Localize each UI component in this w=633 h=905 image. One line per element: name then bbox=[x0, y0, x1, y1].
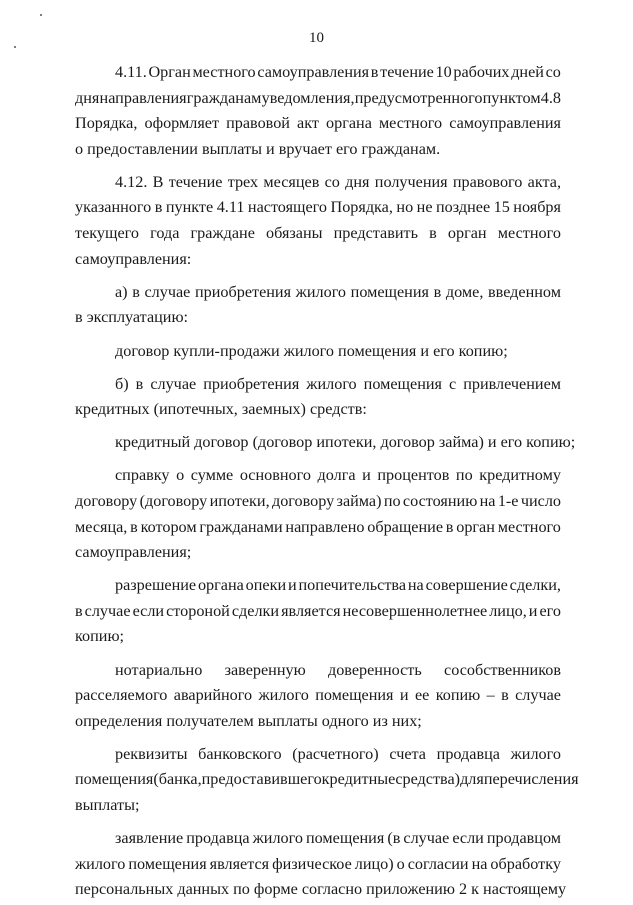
page-number: 10 bbox=[309, 30, 324, 46]
text-line: самоуправления: bbox=[75, 249, 192, 268]
text-line: выплаты; bbox=[75, 796, 140, 815]
text-line: договор купли-продажи жилого помещения и его копию; bbox=[115, 341, 508, 360]
text-line: Порядка, оформляет правовой акт органа местного самоуправления bbox=[75, 114, 561, 133]
paragraph bbox=[75, 280, 561, 331]
text-line: персональных данных по форме согласно приложению 2 к настоящему bbox=[75, 880, 567, 899]
text-line: самоуправления; bbox=[75, 543, 192, 562]
paragraph bbox=[75, 742, 579, 819]
text-line: б) в случае приобретения жилого помещения с привлечением bbox=[115, 374, 561, 393]
text-line: а) в случае приобретения жилого помещения в доме, введенном bbox=[115, 282, 561, 301]
text-line: нотариально заверенную доверенность сособственников bbox=[115, 660, 561, 679]
text-line: 4.11. Орган местного самоуправления в течение 10 рабочих дней со bbox=[115, 63, 561, 81]
text-line: расселяемого аварийного жилого помещения и ее копию – в случае bbox=[75, 686, 561, 705]
text-line: текущего года граждане обязаны представить в орган местного bbox=[75, 224, 561, 243]
text-line: в эксплуатацию: bbox=[75, 308, 189, 327]
scan-speck bbox=[40, 14, 42, 16]
paragraph bbox=[75, 573, 561, 650]
text-line: определения получателем выплаты одного из них; bbox=[75, 711, 422, 730]
text-line: о предоставлении выплаты и вручает его гражданам. bbox=[75, 139, 441, 158]
text-line: дня направления гражданам уведомления, предусмотренного пунктом 4.8 bbox=[75, 88, 561, 107]
text-line: кредитный договор (договор ипотеки, договор займа) и его копию; bbox=[115, 433, 576, 452]
paragraph bbox=[75, 339, 561, 365]
paragraph bbox=[75, 463, 561, 565]
text-line: в случае если стороной сделки является несовершеннолетнее лицо, и его bbox=[75, 601, 561, 620]
text-line: заявление продавца жилого помещения (в случае если продавцом bbox=[115, 829, 561, 848]
text-line: реквизиты банковского (расчетного) счета продавца жилого bbox=[115, 744, 561, 763]
paragraph bbox=[75, 60, 561, 162]
text-line: 4.12. В течение трех месяцев со дня получения правового акта, bbox=[115, 172, 561, 191]
paragraph bbox=[75, 170, 561, 272]
paragraph bbox=[75, 658, 561, 735]
text-line: разрешение органа опеки и попечительства на совершение сделки, bbox=[115, 576, 561, 595]
text-line: копию; bbox=[75, 627, 125, 646]
text-line: жилого помещения является физическое лицо) о согласии на обработку bbox=[75, 854, 561, 873]
paragraph bbox=[75, 372, 561, 423]
text-line: справку о сумме основного долга и процентов по кредитному bbox=[115, 466, 561, 485]
text-line: договору (договору ипотеки, договору займа) по состоянию на 1-е число bbox=[75, 491, 561, 510]
text-line: месяца, в котором гражданами направлено обращение в орган местного bbox=[75, 517, 561, 536]
paragraph bbox=[75, 826, 567, 903]
text-line: помещения (банка, предоставившего кредитные средства) для перечисления bbox=[75, 770, 579, 789]
text-line: указанного в пункте 4.11 настоящего Порядка, но не позднее 15 ноября bbox=[75, 198, 561, 217]
text-line: кредитных (ипотечных, заемных) средств: bbox=[75, 400, 367, 419]
paragraph bbox=[75, 430, 576, 456]
